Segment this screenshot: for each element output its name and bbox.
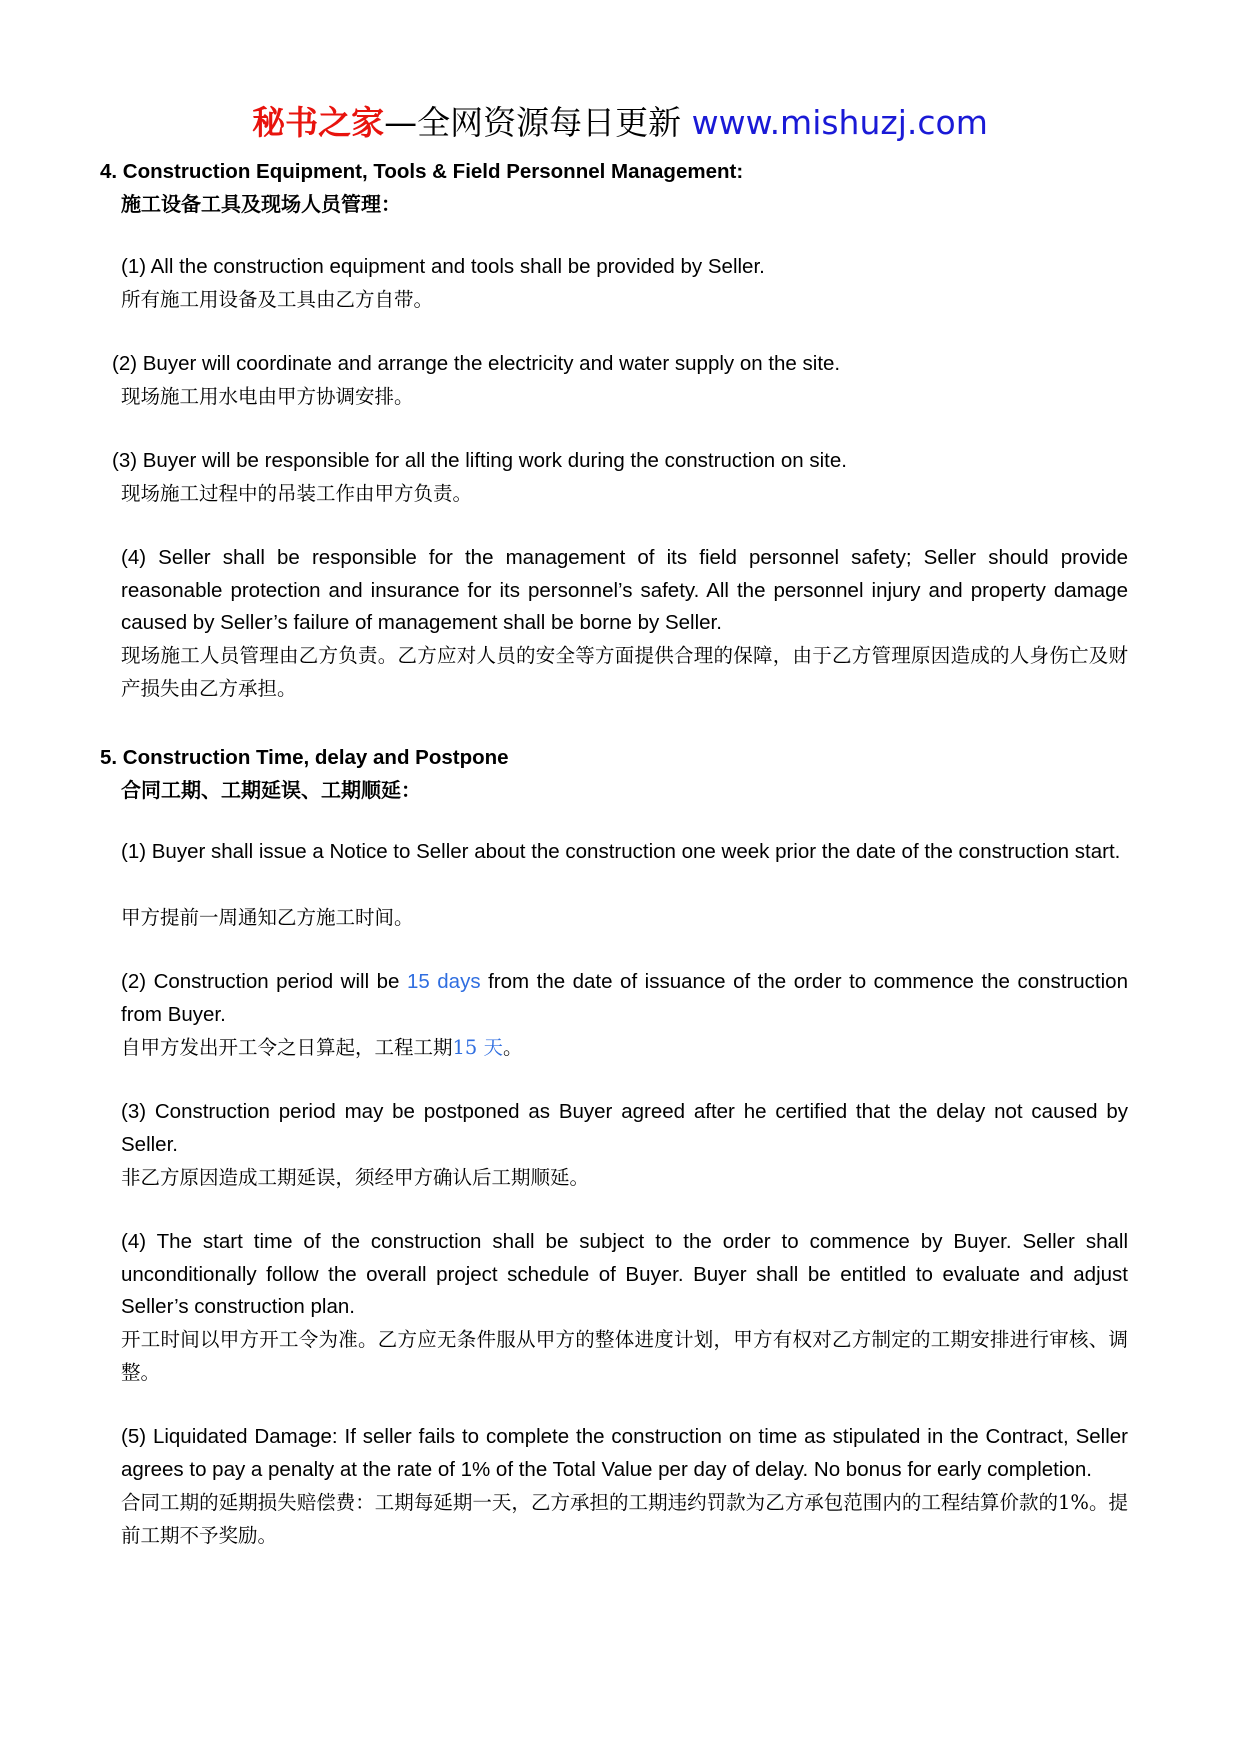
section-5-title-cn: 合同工期、工期延误、工期顺延： xyxy=(121,778,421,802)
site-header xyxy=(0,100,1240,146)
section-5-title: 5. Construction Time, delay and Postpone xyxy=(100,746,509,769)
s5-item-2-cn-pre: 自甲方发出开工令之日算起，工程工期 xyxy=(121,1036,453,1059)
s5-item-1-cn: 甲方提前一周通知乙方施工时间。 xyxy=(121,906,414,929)
s4-item-3-cn: 现场施工过程中的吊装工作由甲方负责。 xyxy=(121,482,473,505)
s5-item-3-en: (3) Construction period may be postponed as Buyer agreed after he certified that the delay not caused by Seller. xyxy=(121,1100,1128,1156)
s5-item-4-cn: 开工时间以甲方开工令为准。乙方应无条件服从甲方的整体进度计划，甲方有权对乙方制定的工期安排进行审核、调整。 xyxy=(121,1328,1128,1384)
s4-item-1-en: (1) All the construction equipment and tools shall be provided by Seller. xyxy=(121,255,765,278)
s5-item-2-en xyxy=(121,966,1128,1031)
brand-name: 秘书之家 xyxy=(252,103,385,142)
section-4-title-cn: 施工设备工具及现场人员管理： xyxy=(121,192,401,216)
s5-item-2-en-pre: (2) Construction period will be xyxy=(121,970,407,993)
s4-item-1-cn: 所有施工用设备及工具由乙方自带。 xyxy=(121,288,434,311)
site-url-link[interactable]: www.mishuzj.com xyxy=(691,103,988,142)
s5-item-4-en: (4) The start time of the construction shall be subject to the order to commence by Buyer. Seller shall unconditionally follow the overall project schedule of Buyer. Buyer shall be entitled to evaluate and adjust Seller’s construction plan. xyxy=(121,1230,1128,1319)
s5-item-2-cn-post: 。 xyxy=(503,1036,523,1059)
section-4-title: 4. Construction Equipment, Tools & Field Personnel Management: xyxy=(100,160,744,183)
construction-period-days-cn: 15 天 xyxy=(452,1036,504,1059)
s5-item-5-en: (5) Liquidated Damage: If seller fails to complete the construction on time as stipulated in the Contract, Seller agrees to pay a penalty at the rate of 1% of the Total Value per day of delay. No bonus for early completion. xyxy=(121,1425,1128,1481)
s4-item-2-cn: 现场施工用水电由甲方协调安排。 xyxy=(121,385,414,408)
s5-item-2-en-post: from the date of issuance of the order to commence the construction from Buyer. xyxy=(121,970,1128,1026)
header-tagline: —全网资源每日更新 xyxy=(384,103,692,142)
s4-item-3-en: (3) Buyer will be responsible for all the lifting work during the construction on site. xyxy=(112,449,847,472)
s5-item-2-cn xyxy=(121,1032,523,1065)
s5-item-1-en: (1) Buyer shall issue a Notice to Seller about the construction one week prior the date of the construction start. xyxy=(121,840,1121,863)
s4-item-2-en: (2) Buyer will coordinate and arrange the electricity and water supply on the site. xyxy=(112,352,841,375)
construction-period-days: 15 days xyxy=(406,970,481,993)
s5-item-5-cn: 合同工期的延期损失赔偿费：工期每延期一天，乙方承担的工期违约罚款为乙方承包范围内的工程结算价款的1%。提前工期不予奖励。 xyxy=(121,1491,1128,1547)
s4-item-4-en: (4) Seller shall be responsible for the management of its field personnel safety; Seller should provide reasonable protection and insurance for its personnel’s safety. All the personnel injury and property damage caused by Seller’s failure of management shall be borne by Seller. xyxy=(121,546,1128,635)
s5-item-3-cn: 非乙方原因造成工期延误，须经甲方确认后工期顺延。 xyxy=(121,1166,590,1189)
s4-item-4-cn: 现场施工人员管理由乙方负责。乙方应对人员的安全等方面提供合理的保障，由于乙方管理原因造成的人身伤亡及财产损失由乙方承担。 xyxy=(121,644,1128,700)
